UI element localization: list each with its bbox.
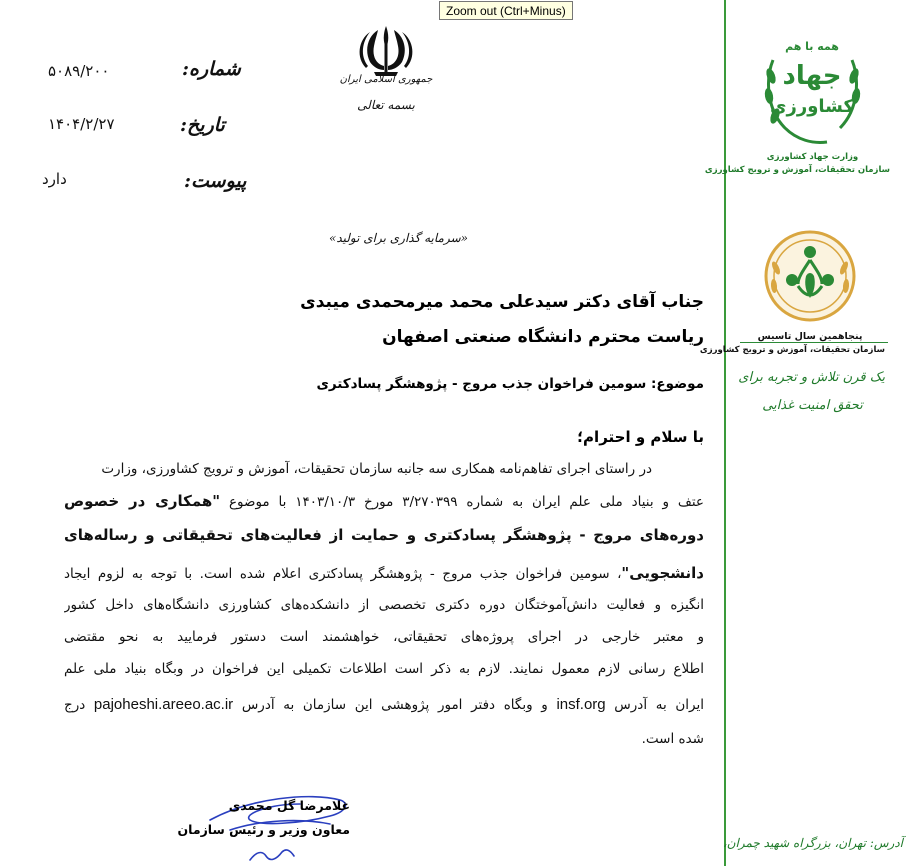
attachment-value: دارد xyxy=(42,170,67,188)
insf-link: insf.org xyxy=(556,696,606,713)
motto-line-2: تحقق امنیت غذایی xyxy=(762,398,863,413)
motto-line-1: یک قرن تلاش و تجربه برای xyxy=(738,370,885,385)
number-label: شماره: xyxy=(182,58,241,80)
zoom-out-tooltip: Zoom out (Ctrl+Minus) xyxy=(439,1,573,20)
areeo-link: pajoheshi.areeo.ac.ir xyxy=(93,696,234,713)
jahad-logo-caption-1: وزارت جهاد کشاورزی xyxy=(766,152,859,162)
jahad-logo-main-text: جهاد xyxy=(782,61,842,91)
body-line-5: انگیزه و فعالیت دانش‌آموختگان دوره دکتری تخصصی از دانشکده‌های کشاورزی دانشگاه‌های داخل کشور xyxy=(64,597,704,613)
number-value: ۵۰۸۹/۲۰۰ xyxy=(48,62,110,80)
body-line-6: و معتبر خارجی در اجرای پروژه‌های تحقیقاتی، خواهشمند است دستور فرمایید به نحو مقتضی xyxy=(64,629,704,645)
signatory-title: معاون وزیر و رئیس سازمان xyxy=(177,822,350,837)
attachment-label: پیوست: xyxy=(184,170,247,192)
greeting: با سلام و احترام؛ xyxy=(577,428,704,446)
anniversary-caption-1: پنجاهمین سال تاسیس xyxy=(757,331,863,342)
margin-divider xyxy=(724,0,726,866)
date-value: ۱۴۰۴/۲/۲۷ xyxy=(48,115,115,133)
body-line-9: شده است. xyxy=(641,731,704,747)
subject-line: موضوع: سومین فراخوان جذب مروج - پژوهشگر پسادکتری xyxy=(316,376,704,392)
signatory-name: غلامرضا گل محمدی xyxy=(228,798,350,813)
date-label: تاریخ: xyxy=(180,114,225,136)
anniversary-caption-2: سازمان تحقیقات، آموزش و ترویج کشاورزی xyxy=(699,345,885,355)
emblem-caption: جمهوری اسلامی ایران xyxy=(339,74,433,85)
jahad-logo-top-text: همه با هم xyxy=(785,40,839,53)
body-line-8: ایران به آدرس insf.org و وبگاه دفتر امور پژوهشی این سازمان به آدرس pajoheshi.areeo.ac.ir درج xyxy=(64,690,704,720)
emblem-subcaption: بسمه تعالی xyxy=(357,98,415,112)
addressee-name: جناب آقای دکتر سیدعلی محمد میرمحمدی میبدی xyxy=(300,292,704,312)
jahad-logo-caption-2: سازمان تحقیقات، آموزش و ترویج کشاورزی xyxy=(704,165,890,175)
areeo-anniversary-logo-icon xyxy=(762,228,858,324)
anniversary-divider xyxy=(740,342,888,343)
addressee-title: ریاست محترم دانشگاه صنعتی اصفهان xyxy=(382,327,704,347)
body-line-7: اطلاع رسانی لازم معمول نمایند. لازم به ذکر است اطلاعات تکمیلی این فراخوان در وبگاه بنیاد ملی علم xyxy=(64,661,704,677)
body-line-3: دوره‌های مروج - پژوهشگر پسادکتری و حمایت از فعالیت‌های تحقیقاتی و رساله‌های xyxy=(64,526,704,544)
body-line-2: عتف و بنیاد ملی علم ایران به شماره ۳/۲۷۰۳۹۹ مورخ ۱۴۰۳/۱۰/۳ با موضوع "همکاری در خصوص xyxy=(64,492,704,510)
jahad-keshavarzi-logo-icon xyxy=(755,20,870,150)
body-line-4: دانشجویی"، سومین فراخوان جذب مروج - پژوهشگر پسادکتری اعلام شده است. با توجه به لزوم ایجاد xyxy=(64,564,704,582)
jahad-logo-sub-text: کشاورزی xyxy=(770,96,854,117)
footer-address: آدرس: تهران، بزرگراه شهید چمران، xyxy=(722,836,903,850)
slogan: «سرمایه گذاری برای تولید» xyxy=(329,231,468,245)
body-line-1: در راستای اجرای تفاهم‌نامه همکاری سه جانبه سازمان تحقیقات، آموزش و ترویج کشاورزی، وزارت xyxy=(101,461,652,477)
